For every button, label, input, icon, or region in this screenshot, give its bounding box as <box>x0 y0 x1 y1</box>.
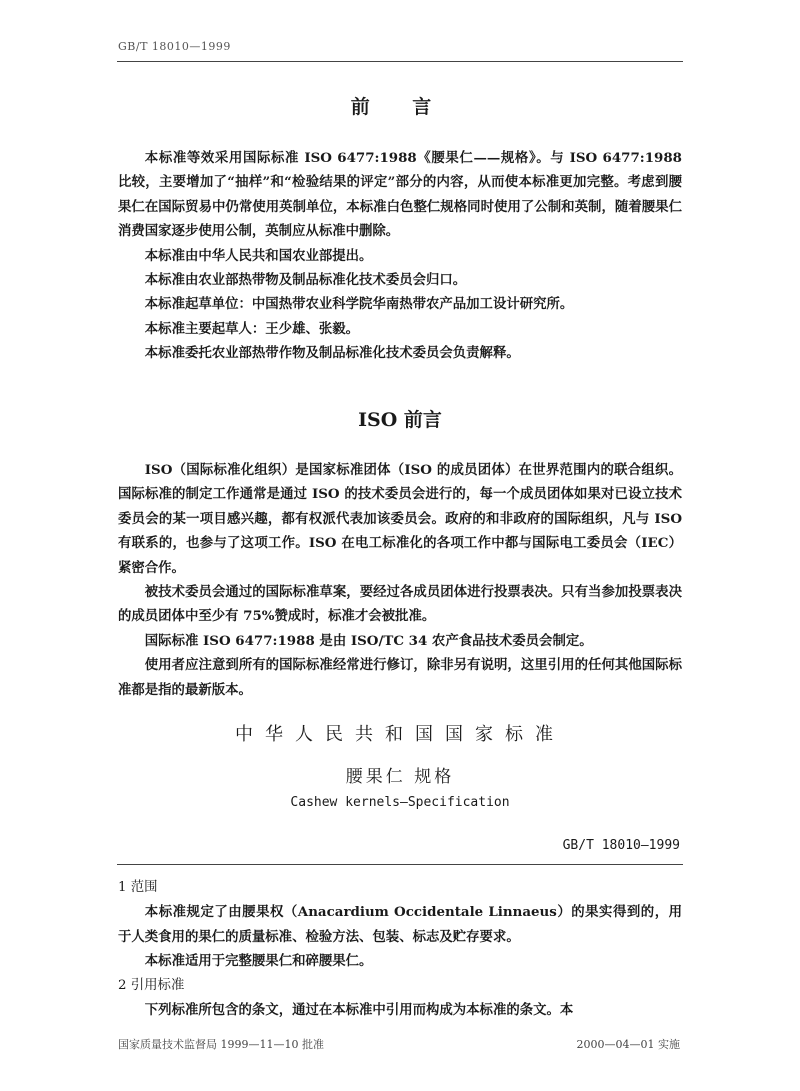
scope-paragraph: 本标准规定了由腰果权（Anacardium Occidentale Linnaeus）的果实得到的，用于人类食用的果仁的质量标准、检验方法、包装、标志及贮存要求。 <box>118 904 682 945</box>
english-title: Cashew kernels—Specification <box>290 795 510 810</box>
foreword-paragraph: 本标准主要起草人：王少雄、张毅。 <box>144 320 360 337</box>
standard-number: GB/T 18010—1999 <box>562 838 680 853</box>
foreword-paragraph: 本标准由农业部热带物及制品标准化技术委员会归口。 <box>144 272 467 289</box>
iso-foreword-title: ISO 前言 <box>358 409 442 431</box>
foreword-paragraph: 本标准等效采用国际标准 ISO 6477:1988《腰果仁——规格》。与 ISO 6477:1988 比较，主要增加了“抽样”和“检验结果的评定”部分的内容，从而使本标准更加完整。考虑到腰果仁在国际贸易中仍常使用英制单位，本标准白色整仁规格同时使用了公制和英制，随着腰果仁消费国家逐步使用公制，英制应从标准中删除。 <box>118 150 682 240</box>
scope-paragraph: 本标准适用于完整腰果仁和碎腰果仁。 <box>144 953 373 970</box>
section-heading-scope: 1 范围 <box>118 880 158 895</box>
iso-foreword-paragraph: 国际标准 ISO 6477:1988 是由 ISO/TC 34 农产食品技术委员会制定。 <box>144 632 593 649</box>
foreword-title: 前 言 <box>350 96 450 118</box>
iso-foreword-body <box>118 458 682 702</box>
iso-foreword-paragraph: ISO（国际标准化组织）是国家标准团体（ISO 的成员团体）在世界范围内的联合组织。国际标准的制定工作通常是通过 ISO 的技术委员会进行的，每一个成员团体如果对已设立技术委员会的某一项目感兴趣，都有权派代表加该委员会。政府的和非政府的国际组织，凡与 ISO 有联系的，也参与了这项工作。ISO 在电工标准化的各项工作中都与国际电工委员会（IEC）紧密合作。 <box>118 462 682 576</box>
foreword-body <box>118 146 682 366</box>
section-heading-references: 2 引用标准 <box>118 977 185 993</box>
approval-date: 国家质量技术监督局 1999—11—10 批准 <box>118 1038 324 1051</box>
iso-foreword-paragraph: 被技术委员会通过的国际标准草案，要经过各成员团体进行投票表决。只有当参加投票表决的成员团体中至少有 75%赞成时，标准才会被批准。 <box>118 584 682 625</box>
foreword-paragraph: 本标准委托农业部热带作物及制品标准化技术委员会负责解释。 <box>144 345 520 362</box>
header-rule <box>117 61 683 62</box>
header-standard-code: GB/T 18010—1999 <box>118 40 231 53</box>
national-standard-title: 中华人民共和国国家标准 <box>235 724 565 745</box>
references-paragraph: 下列标准所包含的条文，通过在本标准中引用而构成为本标准的条文。本 <box>144 1002 574 1019</box>
standard-body <box>118 876 682 1022</box>
document-title: 腰果仁 规格 <box>345 767 455 787</box>
section-rule <box>117 864 683 865</box>
implementation-date: 2000—04—01 实施 <box>576 1038 680 1051</box>
foreword-paragraph: 本标准起草单位：中国热带农业科学院华南热带农产品加工设计研究所。 <box>144 296 574 313</box>
iso-foreword-paragraph: 使用者应注意到所有的国际标准经常进行修订，除非另有说明，这里引用的任何其他国际标准都是指的最新版本。 <box>118 657 682 698</box>
foreword-paragraph: 本标准由中华人民共和国农业部提出。 <box>144 247 373 264</box>
